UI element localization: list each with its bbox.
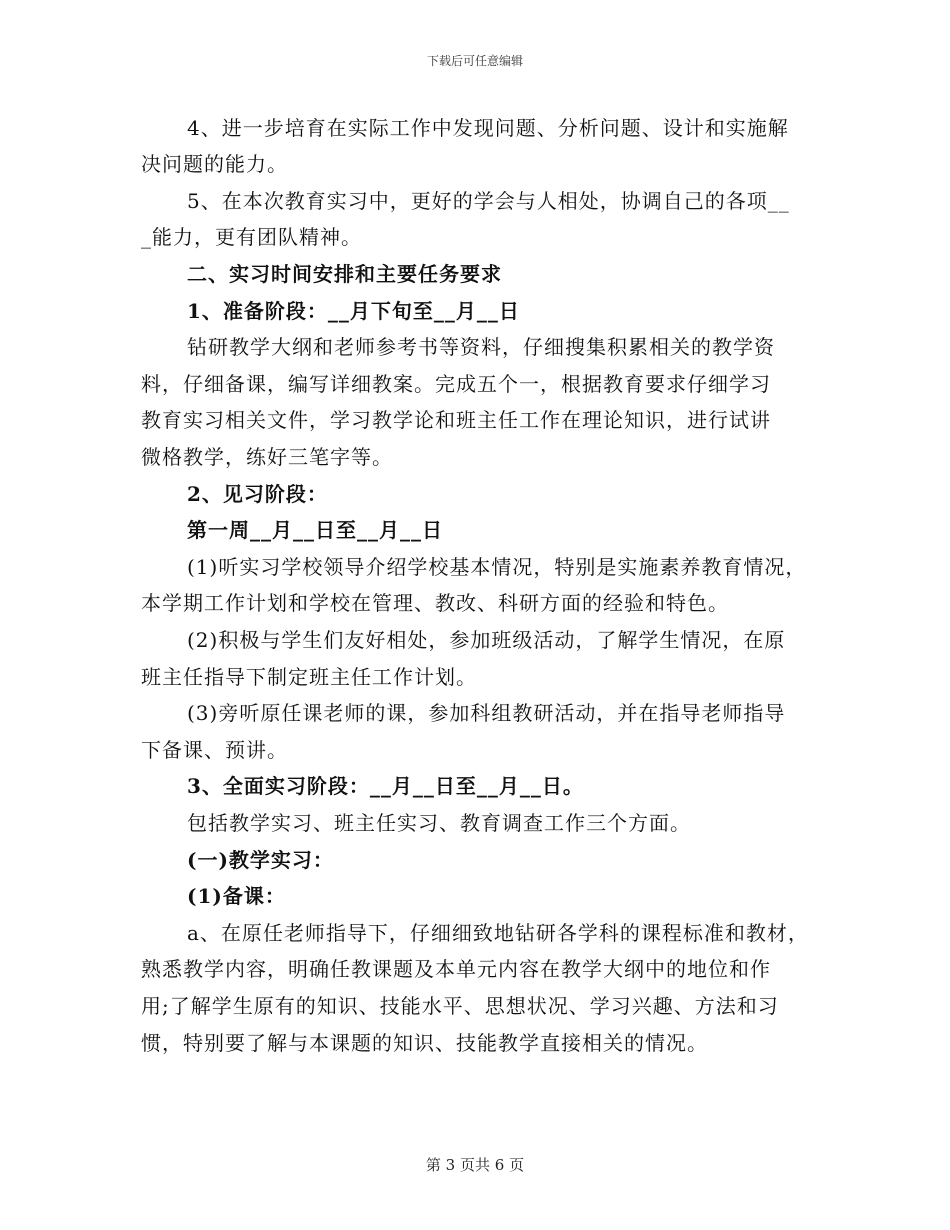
- paragraph-line: 惯，特别要了解与本课题的知识、技能教学直接相关的情况。: [141, 1031, 708, 1055]
- paragraph-line: (3)旁听原任课老师的课，参加科组教研活动，并在指导老师指导: [187, 701, 786, 725]
- paragraph-line: 教育实习相关文件，学习教学论和班主任工作在理论知识，进行试讲: [141, 408, 771, 432]
- paragraph-line: (1)听实习学校领导介绍学校基本情况，特别是实施素养教育情况，: [187, 555, 807, 579]
- page-footer: 第 3 页共 6 页: [425, 1156, 525, 1174]
- subsection-heading: 1、准备阶段：__月下旬至__月__日: [187, 299, 520, 323]
- page-header: 下载后可任意编辑: [426, 54, 523, 68]
- paragraph-line: 5、在本次教育实习中，更好的学会与人相处，协调自己的各项__: [187, 189, 790, 213]
- paragraph-line: _能力，更有团队精神。: [141, 225, 362, 249]
- paragraph-line: 本学期工作计划和学校在管理、教改、科研方面的经验和特色。: [141, 591, 729, 615]
- paragraph-line: 钻研教学大纲和老师参考书等资料，仔细搜集积累相关的教学资: [187, 335, 775, 359]
- paragraph-line: 下备课、预讲。: [141, 738, 288, 762]
- paragraph-line: (2)积极与学生们友好相处，参加班级活动，了解学生情况，在原: [187, 628, 786, 652]
- paragraph-line: 包括教学实习、班主任实习、教育调查工作三个方面。: [187, 811, 691, 835]
- paragraph-line: 微格教学，练好三笔字等。: [141, 445, 393, 469]
- paragraph-line: 4、进一步培育在实际工作中发现问题、分析问题、设计和实施解: [187, 116, 789, 140]
- subsection-heading: 第一周__月__日至__月__日: [187, 518, 443, 542]
- paragraph-line: 班主任指导下制定班主任工作计划。: [141, 665, 477, 689]
- subsection-heading: 2、见习阶段：: [187, 482, 328, 506]
- paragraph-line: 料，仔细备课，编写详细教案。完成五个一，根据教育要求仔细学习: [141, 372, 771, 396]
- paragraph-line: a、在原任老师指导下，仔细细致地钻研各学科的课程标准和教材，: [187, 921, 809, 945]
- subsection-heading: 3、全面实习阶段：__月__日至__月__日。: [187, 774, 584, 798]
- subsection-heading: (一)教学实习：: [187, 848, 334, 872]
- subsection-heading: (1)备课：: [187, 884, 286, 908]
- paragraph-line: 熟悉教学内容，明确任教课题及本单元内容在教学大纲中的地位和作: [141, 957, 771, 981]
- paragraph-line: 用;了解学生原有的知识、技能水平、思想状况、学习兴趣、方法和习: [141, 994, 779, 1018]
- section-heading: 二、实习时间安排和主要任务要求: [187, 262, 502, 286]
- paragraph-line: 决问题的能力。: [141, 152, 288, 176]
